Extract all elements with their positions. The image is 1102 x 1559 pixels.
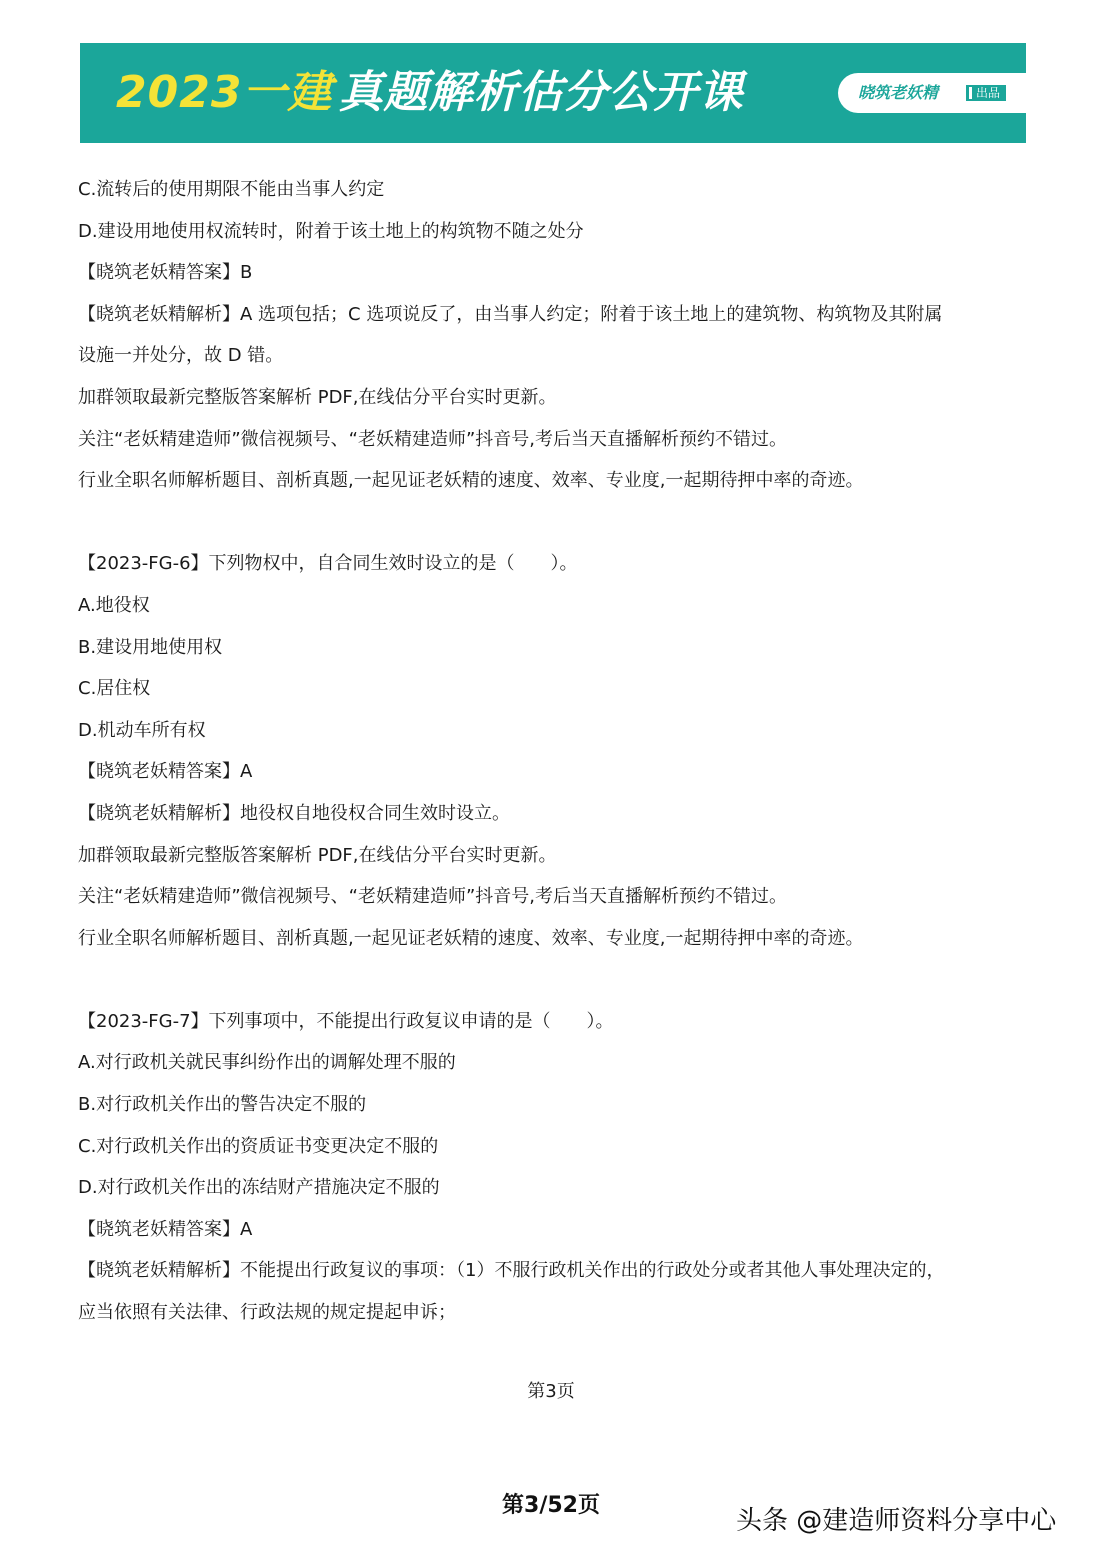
text-line: 加群领取最新完整版答案解析 PDF,在线估分平台实时更新。 xyxy=(78,386,557,408)
paragraph-gap xyxy=(78,502,1028,544)
page-number: 第3页 xyxy=(527,1381,575,1402)
brand-tag: 出品 xyxy=(966,85,1006,101)
brand-badge xyxy=(838,73,1026,113)
text-line: B.对行政机关作出的警告决定不服的 xyxy=(78,1094,367,1116)
text-line: D.机动车所有权 xyxy=(78,719,206,741)
paragraph-gap xyxy=(78,959,1028,1001)
text-line: D.对行政机关作出的冻结财产措施决定不服的 xyxy=(78,1177,440,1199)
text-line: 关注“老妖精建造师”微信视频号、“老妖精建造师”抖音号,考后当天直播解析预约不错过。 xyxy=(78,428,788,450)
text-line: 应当依照有关法律、行政法规的规定提起申诉； xyxy=(78,1302,456,1324)
text-line: 【晓筑老妖精解析】地役权自地役权合同生效时设立。 xyxy=(78,802,510,824)
source-watermark: 头条 @建造师资料分享中心 xyxy=(736,1506,1057,1536)
text-line: 【晓筑老妖精解析】A 选项包括；C 选项说反了，由当事人约定；附着于该土地上的建筑物、构筑物及其附属 xyxy=(78,303,943,325)
text-line: C.对行政机关作出的资质证书变更决定不服的 xyxy=(78,1135,439,1157)
text-line: 行业全职名师解析题目、剖析真题,一起见证老妖精的速度、效率、专业度,一起期待押中率的奇迹。 xyxy=(78,470,864,492)
text-line: 【2023-FG-6】下列物权中，自合同生效时设立的是（ ）。 xyxy=(78,553,578,575)
text-line: 加群领取最新完整版答案解析 PDF,在线估分平台实时更新。 xyxy=(78,844,557,866)
text-line: 关注“老妖精建造师”微信视频号、“老妖精建造师”抖音号,考后当天直播解析预约不错过。 xyxy=(78,886,788,908)
banner-year-label: 2023一建 xyxy=(116,67,333,118)
header-banner xyxy=(80,43,1026,143)
text-line: 【晓筑老妖精解析】不能提出行政复议的事项：（1）不服行政机关作出的行政处分或者其他人事处理决定的， xyxy=(78,1260,945,1282)
text-line: B.建设用地使用权 xyxy=(78,636,223,658)
text-line: 【晓筑老妖精答案】A xyxy=(78,1218,253,1240)
text-line: 行业全职名师解析题目、剖析真题,一起见证老妖精的速度、效率、专业度,一起期待押中率的奇迹。 xyxy=(78,927,864,949)
brand-name: 晓筑老妖精 xyxy=(858,83,939,102)
banner-title xyxy=(116,65,743,121)
text-line: 【晓筑老妖精答案】A xyxy=(78,761,253,783)
viewer-page-counter: 第3/52页 xyxy=(502,1493,600,1518)
text-line: C.居住权 xyxy=(78,678,151,700)
document-body xyxy=(78,169,1028,1334)
text-line: A.对行政机关就民事纠纷作出的调解处理不服的 xyxy=(78,1052,456,1074)
text-line: C.流转后的使用期限不能由当事人约定 xyxy=(78,179,385,200)
text-line: 【2023-FG-7】下列事项中，不能提出行政复议申请的是（ ）。 xyxy=(78,1010,614,1032)
text-line: 【晓筑老妖精答案】B xyxy=(78,262,253,284)
text-line: A.地役权 xyxy=(78,594,150,616)
text-line: 设施一并处分，故 D 错。 xyxy=(78,345,284,367)
banner-course-title: 真题解析估分公开课 xyxy=(338,67,744,118)
text-line: D.建设用地使用权流转时，附着于该土地上的构筑物不随之处分 xyxy=(78,220,584,242)
